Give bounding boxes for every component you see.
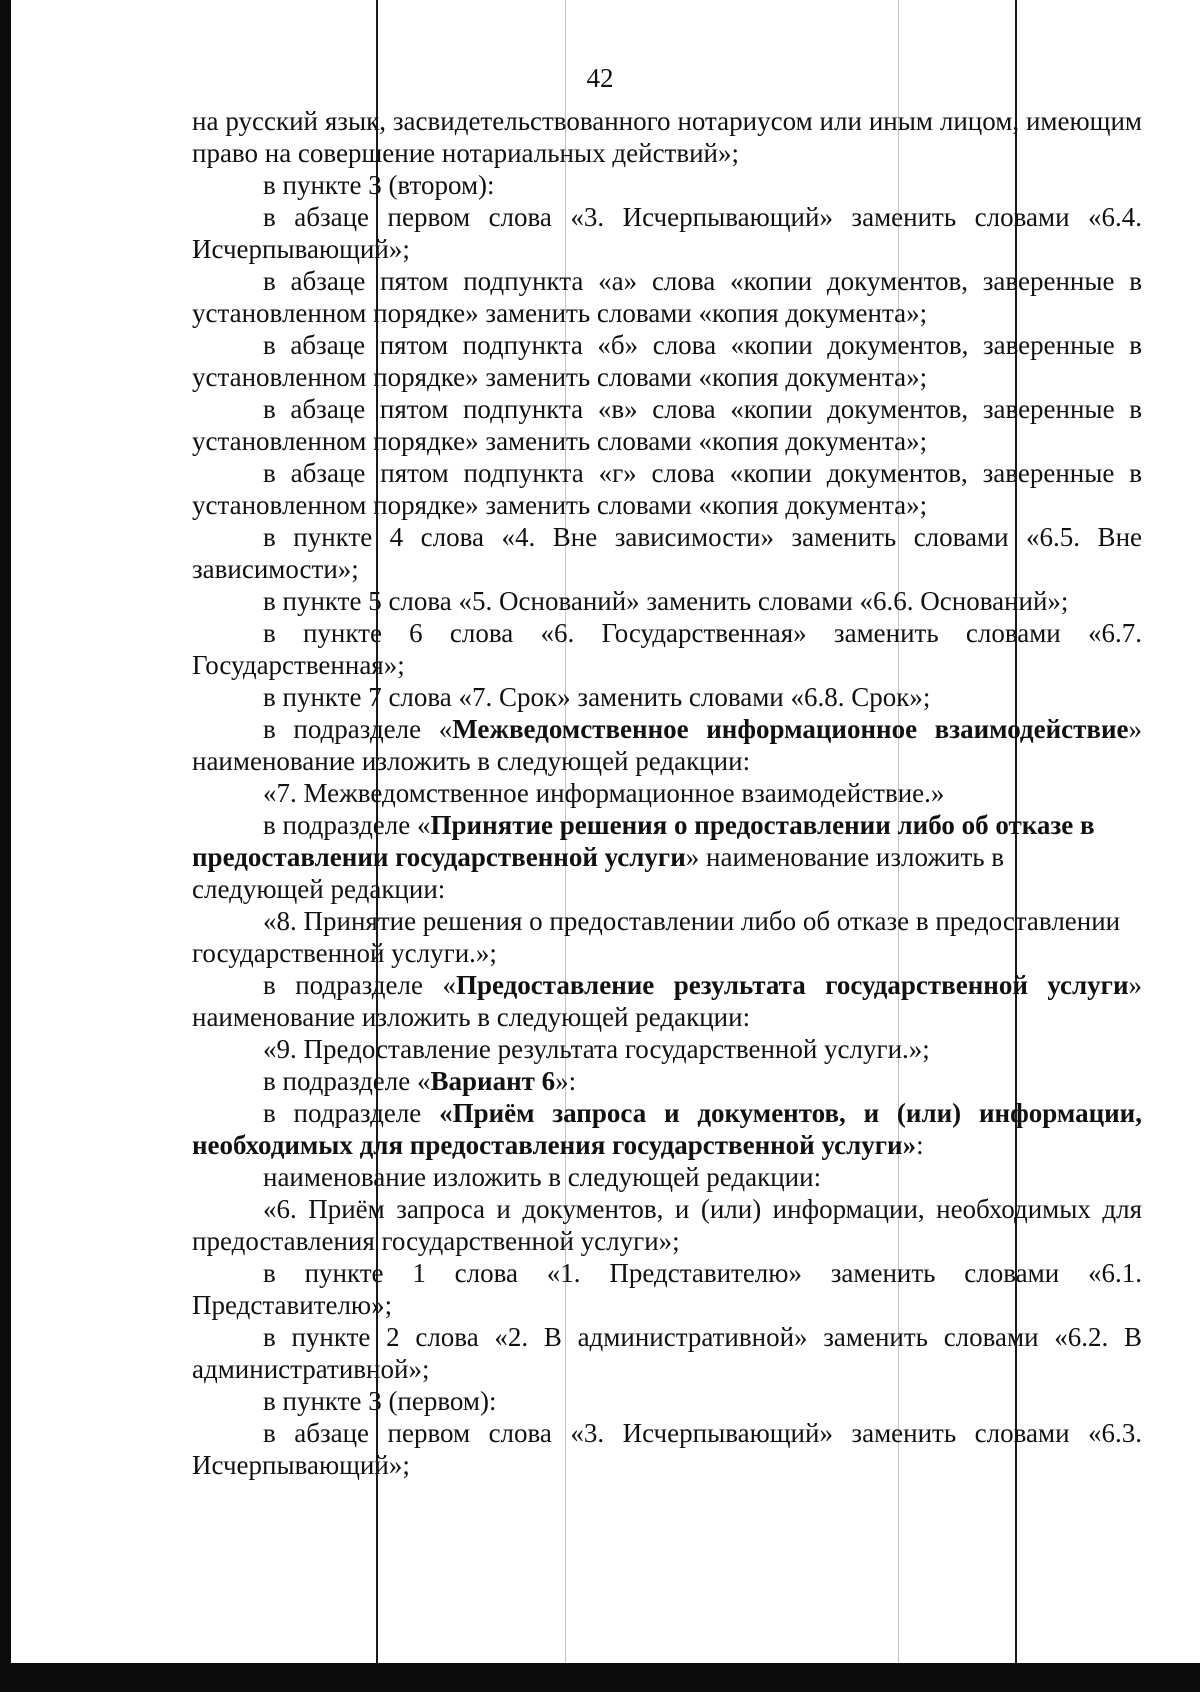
paragraph-text: » наименование изложить в следующей редакции: bbox=[192, 842, 1005, 904]
paragraph-text: в подразделе bbox=[263, 1098, 440, 1128]
paragraph: в абзаце первом слова «3. Исчерпывающий» заменить словами «6.4. Исчерпывающий»; bbox=[192, 202, 1142, 264]
paragraph: в пункте 2 слова «2. В административной» заменить словами «6.2. В административной»; bbox=[192, 1322, 1142, 1384]
section-title: Межведомственное информационное взаимодействие bbox=[452, 714, 1129, 744]
paragraph: в пункте 3 (втором): bbox=[263, 170, 495, 200]
paragraph: в абзаце пятом подпункта «в» слова «копии документов, заверенные в установленном порядке» заменить словами «копия документа»; bbox=[192, 394, 1142, 456]
paragraph bbox=[192, 809, 1142, 905]
section-title: Предоставление результата государственной услуги bbox=[455, 970, 1129, 1000]
scan-bottom-edge bbox=[0, 1663, 1200, 1692]
paragraph bbox=[192, 1065, 1142, 1097]
paragraph-text: в подразделе « bbox=[263, 714, 453, 744]
section-title: Принятие решения о предоставлении либо об отказе в предоставлении государственной услуги bbox=[192, 810, 1095, 872]
paragraph: наименование изложить в следующей редакции: bbox=[263, 1162, 822, 1192]
paragraph: в пункте 3 (первом): bbox=[263, 1386, 497, 1416]
paragraph: в абзаце пятом подпункта «б» слова «копии документов, заверенные в установленном порядке» заменить словами «копия документа»; bbox=[192, 330, 1142, 392]
paragraph bbox=[192, 1097, 1142, 1161]
paragraph: в пункте 5 слова «5. Оснований» заменить словами «6.6. Оснований»; bbox=[263, 586, 1069, 616]
paragraph: «6. Приём запроса и документов, и (или) информации, необходимых для предоставления государственной услуги»; bbox=[192, 1194, 1142, 1256]
paragraph: в пункте 7 слова «7. Срок» заменить словами «6.8. Срок»; bbox=[263, 682, 931, 712]
paragraph: в абзаце пятом подпункта «а» слова «копии документов, заверенные в установленном порядке» заменить словами «копия документа»; bbox=[192, 266, 1142, 328]
paragraph-text: »: bbox=[555, 1066, 577, 1096]
paragraph-text: » наименование изложить в следующей редакции: bbox=[192, 714, 1142, 776]
document-body bbox=[192, 105, 1142, 1481]
paragraph: на русский язык, засвидетельствованного нотариусом или иным лицом, имеющим право на совершение нотариальных действий»; bbox=[192, 106, 1142, 168]
paragraph: «8. Принятие решения о предоставлении либо об отказе в предоставлении государственной услуги.»; bbox=[192, 906, 1121, 968]
paragraph-text: в подразделе « bbox=[263, 810, 431, 840]
paragraph bbox=[192, 713, 1142, 777]
section-title: «Приём запроса и документов, и (или) информации, необходимых для предоставления государственной услуги» bbox=[192, 1098, 1142, 1160]
paragraph: в пункте 6 слова «6. Государственная» заменить словами «6.7. Государственная»; bbox=[192, 618, 1142, 680]
paragraph: в абзаце первом слова «3. Исчерпывающий» заменить словами «6.3. Исчерпывающий»; bbox=[192, 1418, 1142, 1480]
section-title: Вариант 6 bbox=[430, 1066, 556, 1096]
paragraph bbox=[192, 969, 1142, 1033]
page-number: 42 bbox=[586, 63, 614, 93]
paragraph: «7. Межведомственное информационное взаимодействие.» bbox=[263, 778, 945, 808]
paragraph-text: в подразделе « bbox=[263, 970, 456, 1000]
paragraph: в пункте 4 слова «4. Вне зависимости» заменить словами «6.5. Вне зависимости»; bbox=[192, 522, 1142, 584]
paragraph: в пункте 1 слова «1. Представителю» заменить словами «6.1. Представителю»; bbox=[192, 1258, 1142, 1320]
paragraph-text: в подразделе « bbox=[263, 1066, 431, 1096]
paragraph: «9. Предоставление результата государственной услуги.»; bbox=[263, 1034, 930, 1064]
paragraph: в абзаце пятом подпункта «г» слова «копии документов, заверенные в установленном порядке» заменить словами «копия документа»; bbox=[192, 458, 1142, 520]
paragraph-text: : bbox=[916, 1130, 924, 1160]
paragraph-text: » наименование изложить в следующей редакции: bbox=[192, 970, 1142, 1032]
scan-left-edge bbox=[0, 0, 11, 1692]
